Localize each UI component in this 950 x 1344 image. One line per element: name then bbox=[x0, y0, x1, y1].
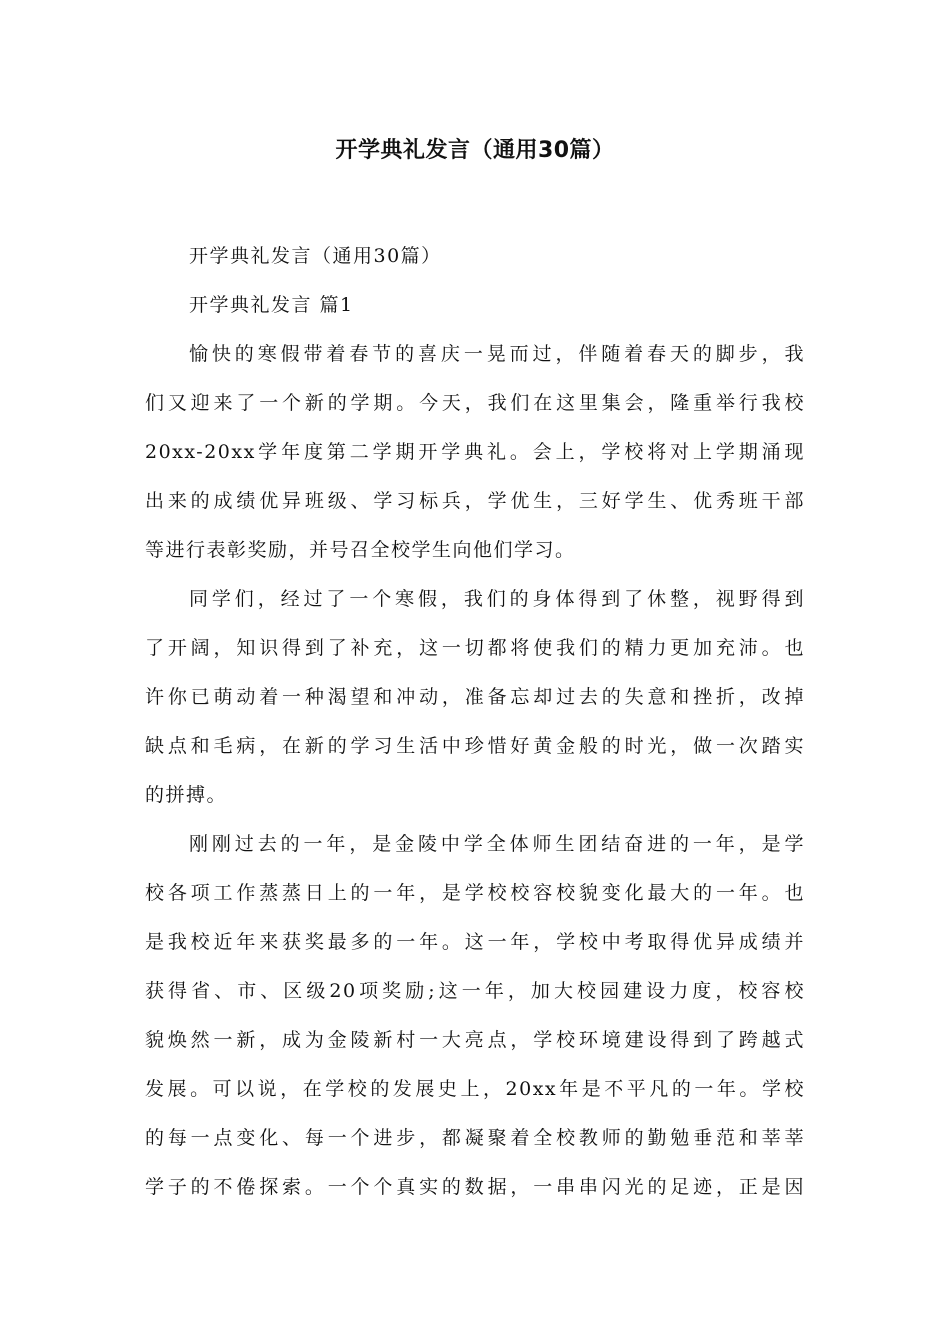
text-line: 了开阔，知识得到了补充，这一切都将使我们的精力更加充沛。也 bbox=[145, 637, 805, 659]
text-line: 开学典礼发言 篇1 bbox=[189, 294, 354, 316]
text-line: 20xx-20xx学年度第二学期开学典礼。会上，学校将对上学期涌现 bbox=[145, 441, 805, 463]
text-line: 校各项工作蒸蒸日上的一年，是学校校容校貌变化最大的一年。也 bbox=[145, 882, 805, 904]
text-line: 缺点和毛病，在新的学习生活中珍惜好黄金般的时光，做一次踏实 bbox=[145, 735, 805, 757]
text-line: 愉快的寒假带着春节的喜庆一晃而过，伴随着春天的脚步，我 bbox=[189, 343, 805, 365]
text-line: 许你已萌动着一种渴望和冲动，准备忘却过去的失意和挫折，改掉 bbox=[145, 686, 805, 708]
text-line: 学子的不倦探索。一个个真实的数据，一串串闪光的足迹，正是因 bbox=[145, 1176, 805, 1198]
text-line: 出来的成绩优异班级、学习标兵，学优生，三好学生、优秀班干部 bbox=[145, 490, 805, 512]
text-line: 的拼搏。 bbox=[145, 784, 228, 806]
document-title: 开学典礼发言（通用30篇） bbox=[335, 138, 615, 163]
text-line: 获得省、市、区级20项奖励;这一年，加大校园建设力度，校容校 bbox=[145, 980, 805, 1002]
text-line: 等进行表彰奖励，并号召全校学生向他们学习。 bbox=[145, 539, 576, 561]
text-line: 的每一点变化、每一个进步，都凝聚着全校教师的勤勉垂范和莘莘 bbox=[145, 1127, 805, 1149]
text-line: 发展。可以说，在学校的发展史上，20xx年是不平凡的一年。学校 bbox=[145, 1078, 805, 1100]
document-body bbox=[145, 232, 805, 1212]
text-line: 们又迎来了一个新的学期。今天，我们在这里集会，隆重举行我校 bbox=[145, 392, 805, 414]
text-line: 刚刚过去的一年，是金陵中学全体师生团结奋进的一年，是学 bbox=[189, 833, 805, 855]
text-line: 是我校近年来获奖最多的一年。这一年，学校中考取得优异成绩并 bbox=[145, 931, 805, 953]
text-line: 貌焕然一新，成为金陵新村一大亮点，学校环境建设得到了跨越式 bbox=[145, 1029, 805, 1051]
text-line: 开学典礼发言（通用30篇） bbox=[189, 245, 442, 267]
text-line: 同学们，经过了一个寒假，我们的身体得到了休整，视野得到 bbox=[189, 588, 805, 610]
